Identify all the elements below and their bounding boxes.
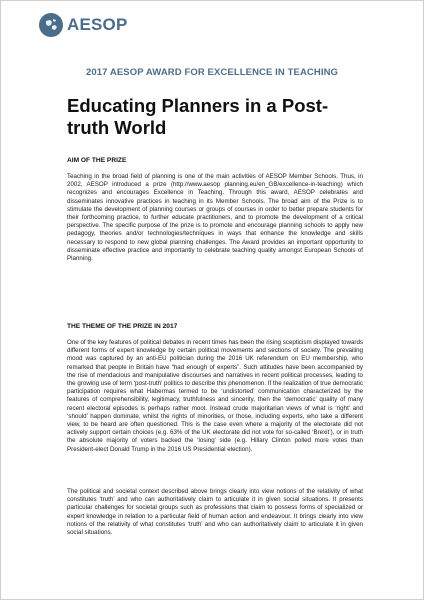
theme-paragraph-1: One of the key features of political debates in recent times has been the rising scepticism displayed towards different forms of expert knowledge by certain political movements and sections of society. The prevailing mood was captured by an anti-EU politician during the 2016 UK referendum on EU membership, who remarked that people in Britain have “had enough of experts”. Such attitudes have been accompanied by the rise of mendacious and manipulative discourses and narratives in recent political processes, leading to the growing use of term ‘post-truth’ politics to describe this phenomenon. If the realization of true democratic participation requires what Habermas termed to be ‘undistorted’ communication characterized by the features of comprehensibility, legitimacy, truthfulness and sincerity, then the ‘democratic’ quality of many recent electoral episodes is perhaps rather moot. Instead crude majoritarian views of what is ‘right’ and ‘should’ happen dominate, whilst the rights of minorities, or those, including experts, who take a different view, to be heard are often questioned. This is the case even where a majority of the electorate did not actively support certain choices (e.g. 63% of the UK electorate did not vote for so-called ‘Brexit’), or in truth the absolute majority of voters backed the ‘losing’ side (e.g. Hillary Clinton polled more votes than President-elect Donald Trump in the 2016 US Presidential election). [67, 339, 363, 453]
globe-icon [39, 13, 63, 37]
document-title: Educating Planners in a Post-truth World [67, 95, 329, 138]
aesop-logo [39, 13, 128, 37]
aim-paragraph: Teaching in the broad field of planning is one of the main activities of AESOP Member Schools. Thus, in 2002, AESOP introduced a prize (http://www.aesop planning.eu/en_GB/excellence-in-teaching) which recognizes and encourages Excellence in Teaching. Through this award, AESOP celebrates and disseminates innovative practices in teaching in its Member Schools. The broad aim of the Prize is to stimulate the development of planning courses or groups of courses in order to better prepare students for their forthcoming practice, to further educate practitioners, and to promote the development of a critical perspective. The specific purpose of the prize is to promote and encourage planning schools to apply new pedagogy, theories and/or technologies/techniques in ways that enhance the knowledge and skills necessary to respond to new global planning challenges. The Award provides an important opportunity to disseminate effective practice and importantly to celebrate teaching quality amongst European Schools of Planning. [67, 173, 363, 263]
section-heading-aim: AIM OF THE PRIZE [67, 157, 127, 164]
theme-paragraph-2: The political and societal context described above brings clearly into view notions of the relativity of what constitutes ‘truth’ and who can authoritatively claim to articulate it in given social situations. It presents particular challenges for societal groups such as professions that claim to possess forms of specialized or expert knowledge in relation to a particular field of human action and endeavour. It brings clearly into view notions of the relativity of what constitutes ‘truth’ and who can authoritatively claim to articulate it in given social situations. [67, 488, 363, 537]
section-heading-theme: THE THEME OF THE PRIZE IN 2017 [67, 323, 178, 330]
award-title: 2017 AESOP AWARD FOR EXCELLENCE IN TEACHING [85, 67, 339, 78]
logo-text: AESOP [67, 15, 128, 34]
